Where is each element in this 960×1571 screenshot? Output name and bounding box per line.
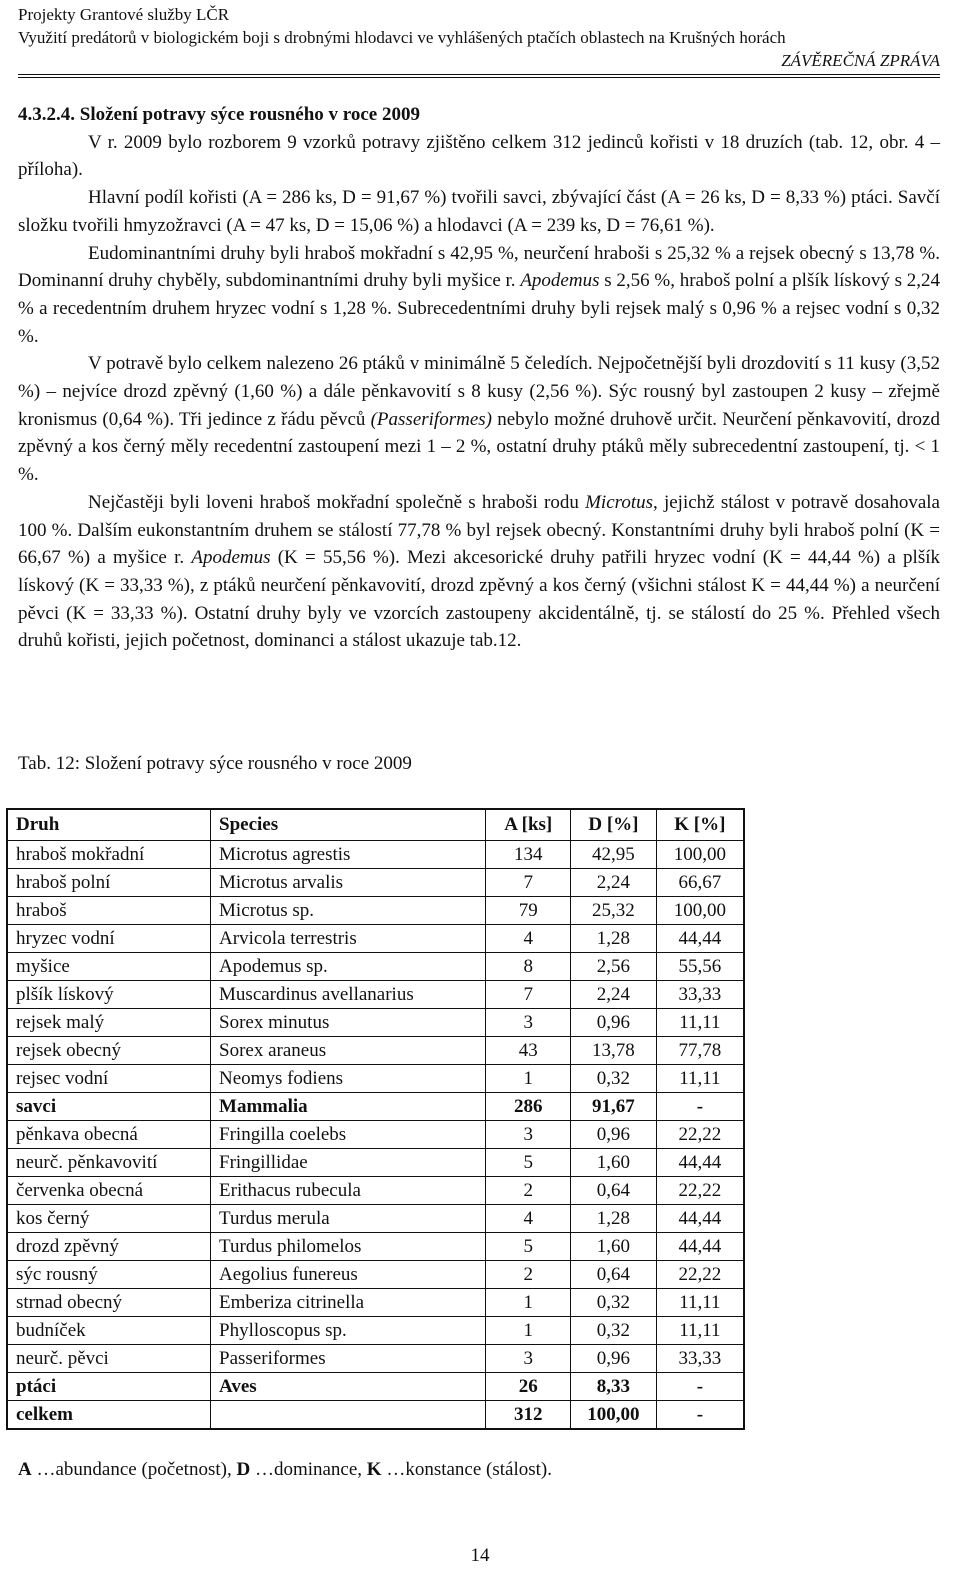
header-title: Využití predátorů v biologickém boji s drobnými hlodavci ve vyhlášených ptačích oblastech na Krušných horách: [18, 28, 786, 47]
table-cell: 2,56: [571, 953, 657, 981]
legend-key: A: [18, 1459, 32, 1480]
table-cell: 11,11: [656, 1289, 744, 1317]
table-cell: hraboš polní: [7, 869, 211, 897]
text-italic: Microtus: [585, 491, 653, 513]
table-row: [7, 841, 744, 869]
table-cell: strnad obecný: [7, 1289, 211, 1317]
table-row: [7, 925, 744, 953]
table-row: [7, 1149, 744, 1177]
paragraph-2: Hlavní podíl kořisti (A = 286 ks, D = 91,67 %) tvořili savci, zbývající část (A = 26 ks, D = 8,33 %) ptáci. Savčí složku tvořili hmyzožravci (A = 47 ks, D = 15,06 %) a hlodavci (A = 239 ks, D = 76,61 %).: [18, 187, 940, 236]
table-cell: 3: [486, 1009, 571, 1037]
table-cell: Turdus merula: [211, 1205, 486, 1233]
table-cell: Neomys fodiens: [211, 1065, 486, 1093]
table-cell: 1: [486, 1065, 571, 1093]
column-header: A [ks]: [486, 809, 571, 841]
table-legend: [18, 1459, 552, 1481]
table-row: [7, 1177, 744, 1205]
table-cell: 4: [486, 925, 571, 953]
legend-text: …konstance (stálost).: [381, 1459, 553, 1480]
table-cell: Aegolius funereus: [211, 1261, 486, 1289]
table-cell: neurč. pěvci: [7, 1345, 211, 1373]
table-cell: 0,64: [571, 1177, 657, 1205]
table-cell: 66,67: [656, 869, 744, 897]
table-cell: 2: [486, 1177, 571, 1205]
table-cell: savci: [7, 1093, 211, 1121]
table-cell: 1: [486, 1317, 571, 1345]
table-cell: Fringillidae: [211, 1149, 486, 1177]
header-rule: [18, 77, 940, 78]
table-cell: rejsek malý: [7, 1009, 211, 1037]
table-cell: Sorex araneus: [211, 1037, 486, 1065]
table-cell: 33,33: [656, 1345, 744, 1373]
table-cell: 7: [486, 869, 571, 897]
page-number: 14: [470, 1545, 490, 1566]
table-cell: [211, 1401, 486, 1430]
table-cell: 134: [486, 841, 571, 869]
table-row: [7, 1205, 744, 1233]
table-cell: sýc rousný: [7, 1261, 211, 1289]
text-italic: (Passeriformes): [370, 408, 492, 430]
text: Eudominantními druhy byli hraboš mokřadní s 42,95 %, neurčení hraboši s 25,32 % a rejsek obecný s 13,78 %. Dominanní druhy chyběly, subdominantními druhy byli myšice r.: [18, 242, 940, 292]
table-cell: 77,78: [656, 1037, 744, 1065]
table-cell: 286: [486, 1093, 571, 1121]
table-cell: Sorex minutus: [211, 1009, 486, 1037]
table-cell: celkem: [7, 1401, 211, 1430]
table-cell: 0,32: [571, 1289, 657, 1317]
table-cell: Turdus philomelos: [211, 1233, 486, 1261]
table-row: [7, 1261, 744, 1289]
table-cell: 8: [486, 953, 571, 981]
table-cell: 1,60: [571, 1149, 657, 1177]
table-caption: Tab. 12: Složení potravy sýce rousného v roce 2009: [18, 753, 412, 774]
table-cell: 4: [486, 1205, 571, 1233]
header-report-label: ZÁVĚREČNÁ ZPRÁVA: [781, 51, 940, 70]
legend-text: …abundance (početnost),: [31, 1459, 237, 1480]
table-cell: Aves: [211, 1373, 486, 1401]
table-cell: drozd zpěvný: [7, 1233, 211, 1261]
table-cell: Muscardinus avellanarius: [211, 981, 486, 1009]
table-cell: 33,33: [656, 981, 744, 1009]
table-cell: -: [656, 1401, 744, 1430]
text: s 2,56 %, hraboš polní a plšík lískový s 2,24 % a recedentním druhem hryzec vodní s 1,28 %. Subrecedentními druhy byli rejsek malý s 0,96 % a rejsec vodní s 0,32 %.: [18, 270, 940, 347]
paragraph-5: [18, 489, 940, 655]
column-header: D [%]: [571, 809, 657, 841]
table-cell: 0,96: [571, 1345, 657, 1373]
table-cell: Phylloscopus sp.: [211, 1317, 486, 1345]
table-cell: 79: [486, 897, 571, 925]
legend-text: …dominance,: [250, 1459, 367, 1480]
table-row: [7, 1345, 744, 1373]
table-cell: 312: [486, 1401, 571, 1430]
table-cell: červenka obecná: [7, 1177, 211, 1205]
table-cell: hraboš mokřadní: [7, 841, 211, 869]
legend-key: K: [366, 1459, 382, 1480]
table-cell: Microtus agrestis: [211, 841, 486, 869]
table-cell: hryzec vodní: [7, 925, 211, 953]
table-cell: 44,44: [656, 1233, 744, 1261]
table-cell: Microtus arvalis: [211, 869, 486, 897]
table-cell: 0,96: [571, 1009, 657, 1037]
paragraph-3: [18, 240, 940, 351]
table-cell: 5: [486, 1233, 571, 1261]
column-header: Druh: [7, 809, 211, 841]
table-cell: myšice: [7, 953, 211, 981]
table-row: [7, 869, 744, 897]
table-cell: Passeriformes: [211, 1345, 486, 1373]
header-project: Projekty Grantové služby LČR: [18, 5, 230, 24]
table-cell: 0,32: [571, 1065, 657, 1093]
table-row: [7, 1009, 744, 1037]
table-cell: ptáci: [7, 1373, 211, 1401]
table-cell: 3: [486, 1345, 571, 1373]
table-cell: rejsec vodní: [7, 1065, 211, 1093]
table-cell: neurč. pěnkavovití: [7, 1149, 211, 1177]
table-cell: 91,67: [571, 1093, 657, 1121]
table-row: [7, 981, 744, 1009]
table-cell: 22,22: [656, 1121, 744, 1149]
table-row: [7, 1121, 744, 1149]
table-cell: -: [656, 1093, 744, 1121]
table-cell: 26: [486, 1373, 571, 1401]
column-header: K [%]: [656, 809, 744, 841]
table-cell: 25,32: [571, 897, 657, 925]
table-cell: 2: [486, 1261, 571, 1289]
table-row: [7, 1093, 744, 1121]
table-cell: 1,28: [571, 925, 657, 953]
text: V potravě bylo celkem nalezeno 26 ptáků v minimálně 5 čeledích. Nejpočetnější byli drozdovití s 11 kusy (3,52 %) – nejvíce drozd zpěvný (1,60 %) a dále pěnkavovití s 8 kusy (2,56 %). Sýc rousný byl zastoupen 2 kusy – zřejmě kronismus (0,64 %). Tři jedince z řádu pěvců: [18, 353, 940, 430]
table-cell: Erithacus rubecula: [211, 1177, 486, 1205]
table-cell: rejsek obecný: [7, 1037, 211, 1065]
table-cell: 11,11: [656, 1317, 744, 1345]
table-cell: 55,56: [656, 953, 744, 981]
table-cell: Fringilla coelebs: [211, 1121, 486, 1149]
table-cell: 42,95: [571, 841, 657, 869]
section-heading: 4.3.2.4. Složení potravy sýce rousného v roce 2009: [18, 104, 420, 125]
table-cell: Arvicola terrestris: [211, 925, 486, 953]
text: nebylo možné druhově určit. Neurčení pěnkavovití, drozd zpěvný a kos černý měly recedentní zastoupení mezi 1 – 2 %, ostatní druhy ptáků měly subrecedentní zastoupení, tj. < 1 %.: [18, 408, 940, 486]
table-row: [7, 1233, 744, 1261]
text: , jejichž stálost v potravě dosahovala 100 %. Dalším eukonstantním druhem se stálostí 77,78 % byl rejsek obecný. Konstantními druhy byli hraboš polní (K = 66,67 %) a myšice r.: [18, 491, 940, 569]
table-cell: 44,44: [656, 1149, 744, 1177]
table-row: [7, 1401, 744, 1430]
table-cell: 11,11: [656, 1065, 744, 1093]
table-cell: 1,28: [571, 1205, 657, 1233]
table-cell: 2,24: [571, 981, 657, 1009]
table-cell: 22,22: [656, 1261, 744, 1289]
table-row: [7, 1317, 744, 1345]
table-cell: 7: [486, 981, 571, 1009]
table-cell: pěnkava obecná: [7, 1121, 211, 1149]
table-header-row: [7, 809, 744, 841]
paragraph-1: V r. 2009 bylo rozborem 9 vzorků potravy zjištěno celkem 312 jedinců kořisti v 18 druzích (tab. 12, obr. 4 – příloha).: [18, 131, 940, 181]
table-body: [7, 841, 744, 1430]
legend-key: D: [236, 1459, 251, 1480]
table-cell: 5: [486, 1149, 571, 1177]
table-row: [7, 1037, 744, 1065]
table-cell: 22,22: [656, 1177, 744, 1205]
table-cell: 13,78: [571, 1037, 657, 1065]
table-cell: Emberiza citrinella: [211, 1289, 486, 1317]
paragraph-4: [18, 350, 940, 489]
text-italic: Apodemus: [191, 547, 271, 569]
table-cell: -: [656, 1373, 744, 1401]
text-italic: Apodemus: [520, 270, 600, 292]
table-row: [7, 1289, 744, 1317]
table-row: [7, 1065, 744, 1093]
table-cell: budníček: [7, 1317, 211, 1345]
table-cell: 1,60: [571, 1233, 657, 1261]
table-cell: Apodemus sp.: [211, 953, 486, 981]
text: (K = 55,56 %). Mezi akcesorické druhy patřili hryzec vodní (K = 44,44 %) a plšík lískový (K = 33,33 %), z ptáků neurčení pěnkavovití, drozd zpěvný a kos černý (všichni stálost K = 44,44 %) a neurčení pěvci (K = 33,33 %). Ostatní druhy byly ve vzorcích zastoupeny akcidentálně, tj. se stálostí do 25 %. Přehled všech druhů kořisti, jejich početnost, dominanci a stálost ukazuje tab.12.: [18, 547, 940, 652]
table-cell: 44,44: [656, 1205, 744, 1233]
table-cell: 44,44: [656, 925, 744, 953]
section-body: [18, 101, 940, 655]
table-row: [7, 1373, 744, 1401]
table-cell: 0,96: [571, 1121, 657, 1149]
table-cell: Mammalia: [211, 1093, 486, 1121]
text: Nejčastěji byli loveni hraboš mokřadní společně s hraboši rodu: [88, 491, 586, 513]
table-cell: 100,00: [656, 841, 744, 869]
prey-table: [6, 808, 745, 1430]
table-cell: hraboš: [7, 897, 211, 925]
table-cell: 0,32: [571, 1317, 657, 1345]
column-header: Species: [211, 809, 486, 841]
table-cell: 43: [486, 1037, 571, 1065]
table-row: [7, 897, 744, 925]
table-cell: 0,64: [571, 1261, 657, 1289]
table-cell: 2,24: [571, 869, 657, 897]
table-cell: 8,33: [571, 1373, 657, 1401]
table-cell: plšík lískový: [7, 981, 211, 1009]
table-cell: 100,00: [571, 1401, 657, 1430]
table-cell: 100,00: [656, 897, 744, 925]
table-cell: 3: [486, 1121, 571, 1149]
table-row: [7, 953, 744, 981]
table-cell: Microtus sp.: [211, 897, 486, 925]
table-cell: 11,11: [656, 1009, 744, 1037]
table-cell: kos černý: [7, 1205, 211, 1233]
header-rule: [18, 74, 940, 75]
table-cell: 1: [486, 1289, 571, 1317]
